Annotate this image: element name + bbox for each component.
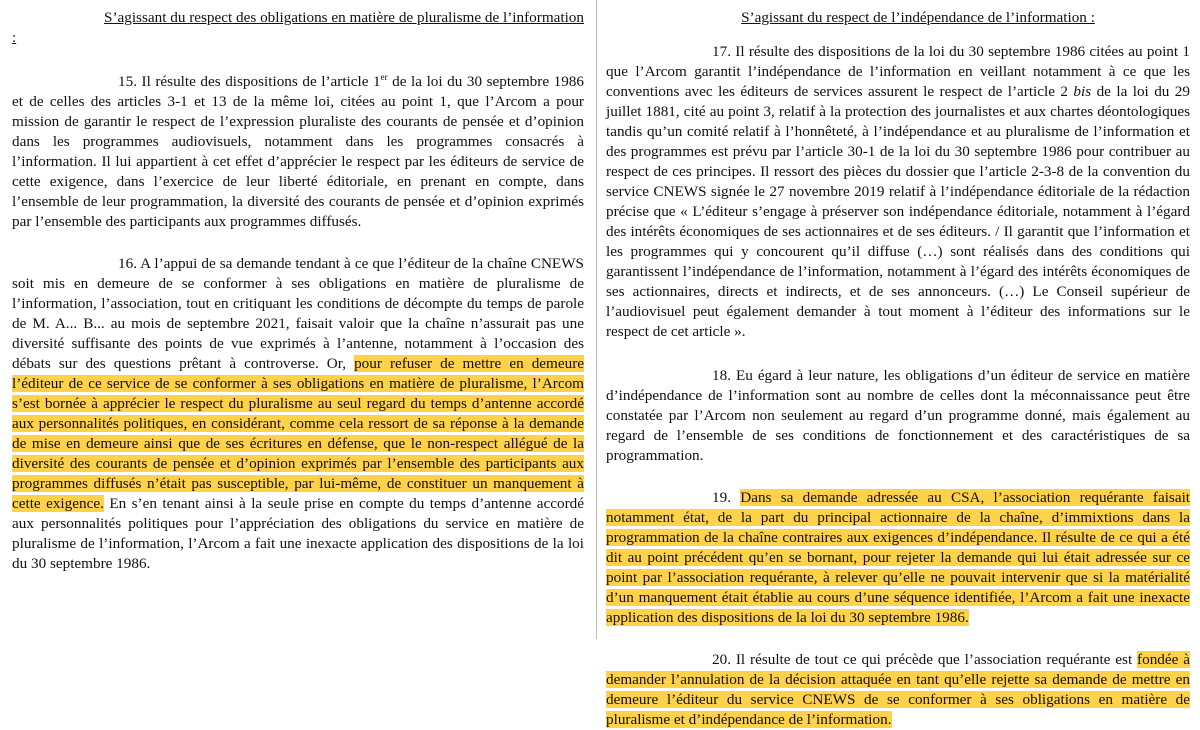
paragraph-15: 15. Il résulte des dispositions de l’article 1er de la loi du 30 septembre 1986 et de celles des articles 3-1 et 13 de la même loi, citées au point 1, que l’Arcom a pour mission de garantir le respect de l’expression pluraliste des courants de pensée et d’opinion dans les programmes audiovisuels, notamment dans les programmes consacrés à l’information. Il lui appartient à cet effet d’apprécier le respect par les éditeurs de service de cette exigence, dans l’exercice de leur liberté éditoriale, en prenant en compte, dans l’ensemble de leur programmation, la diversité des courants de pensée et d’opinion exprimés par l’ensemble des participants aux programmes diffusés. [12, 71, 584, 230]
left-column [12, 0, 584, 639]
paragraph-20: 20. Il résulte de tout ce qui précède que l’association requérante est fondée à demander l’annulation de la décision attaquée en tant qu’elle rejette sa demande de mettre en demeure l’éditeur du service CNEWS de se conformer à ses obligations en matière de pluralisme et d’indépendance de l’information. [606, 651, 1190, 728]
paragraph-17: 17. Il résulte des dispositions de la loi du 30 septembre 1986 citées au point 1 que l’Arcom garantit l’indépendance de l’information en veillant notamment à ce que les conventions avec les éditeurs de services assurent le respect de l’article 2 bis de la loi du 29 juillet 1881, cité au point 3, relatif à la protection des journalistes et aux chartes déontologiques tandis qu’un comité relatif à l’honnêteté, à l’indépendance et au pluralisme de l’information et des programmes est prévu par l’article 30-1 de la loi du 30 septembre 1986 pour contribuer au respect de ces principes. Il ressort des pièces du dossier que l’article 2-3-8 de la convention du service CNEWS signée le 27 novembre 2019 relatif à l’indépendance éditoriale de la rédaction précise que « L’éditeur s’engage à préserver son indépendance éditoriale, notamment à l’égard des intérêts économiques de ses actionnaires et de ses éditeurs. / Il garantit que l’information et les programmes qui y concourent qu’il diffuse (…) sont réalisés dans des conditions qui garantissent l’indépendance de l’information, notamment à l’égard des intérêts économiques de ses actionnaires, directs et indirects, et de ses annonceurs. (…) Le Conseil supérieur de l’audiovisuel peut également demander à tout moment à l’éditeur des informations sur le respect de cet article ». [606, 43, 1190, 340]
right-column [606, 0, 1191, 728]
section-heading-independence: S’agissant du respect de l’indépendance de l’information : [741, 9, 1095, 26]
paragraph-19: 19. Dans sa demande adressée au CSA, l’association requérante faisait notamment état, de la part du principal actionnaire de la chaîne, d’immixtions dans la programmation de la chaîne contraires aux exigences d’indépendance. Il résulte de ce qui a été dit au point précédent qu’en se bornant, pour rejeter la demande qui lui était adressée sur ce point par l’association requérante, à relever qu’elle ne pouvait intervenir que si la matérialité d’un manquement était établie au cours d’une séquence identifiée, l’Arcom a fait une inexacte application des dispositions de la loi du 30 septembre 1986. [606, 489, 1191, 626]
column-divider [596, 0, 597, 639]
highlighted-passage: pour refuser de mettre en demeure l’éditeur de ce service de se conformer à ses obligations en matière de pluralisme, l’Arcom s’est bornée à apprécier le respect du pluralisme au seul regard du temps d’antenne accordé aux personnalités politiques, en considérant, comme cela ressort de sa réponse à la demande de mise en demeure ainsi que de ses écritures en défense, que le non-respect allégué de la diversité des courants de pensée et d’opinion exprimés par l’ensemble des participants aux programmes diffusés n’était pas susceptible, par lui-même, de constituer un manquement à cette exigence. [12, 355, 584, 512]
paragraph-16: 16. A l’appui de sa demande tendant à ce que l’éditeur de la chaîne CNEWS soit mis en demeure de se conformer à ses obligations en matière de pluralisme de l’information, l’association, tout en critiquant les conditions de décompte du temps de parole de M. A... B... au mois de septembre 2021, faisait valoir que la chaîne n’assurait pas une diversité suffisante des points de vue exprimés à l’antenne, notamment à l’occasion des débats sur des questions prêtant à controverse. Or, pour refuser de mettre en demeure l’éditeur de ce service de se conformer à ses obligations en matière de pluralisme, l’Arcom s’est bornée à apprécier le respect du pluralisme au seul regard du temps d’antenne accordé aux personnalités politiques, en considérant, comme cela ressort de sa réponse à la demande de mise en demeure ainsi que de ses écritures en défense, que le non-respect allégué de la diversité des courants de pensée et d’opinion exprimés par l’ensemble des participants aux programmes diffusés n’était pas susceptible, par lui-même, de constituer un manquement à cette exigence. En s’en tenant ainsi à la seule prise en compte du temps d’antenne accordé aux personnalités politiques pour l’appréciation des obligations du service en matière de pluralisme de l’information, l’Arcom a fait une inexacte application des dispositions de la loi du 30 septembre 1986. [12, 255, 584, 572]
section-heading-pluralism: S’agissant du respect des obligations en matière de pluralisme de l’information : [12, 9, 584, 46]
paragraph-18: 18. Eu égard à leur nature, les obligations d’un éditeur de service en matière d’indépendance de l’information sont au nombre de celles dont la méconnaissance peut être constatée par l’Arcom non seulement au regard d’un programme donné, mais également au regard de l’ensemble de ses conditions de fonctionnement et des caractéristiques de sa programmation. [606, 367, 1190, 464]
highlighted-passage: Dans sa demande adressée au CSA, l’association requérante faisait notamment état, de la part du principal actionnaire de la chaîne, d’immixtions dans la programmation de la chaîne contraires aux exigences d’indépendance. Il résulte de ce qui a été dit au point précédent qu’en se bornant, pour rejeter la demande qui lui était adressée sur ce point par l’association requérante, à relever qu’elle ne pouvait intervenir que si la matérialité d’un manquement était établie au cours d’une séquence identifiée, l’Arcom a fait une inexacte application des dispositions de la loi du 30 septembre 1986. [606, 489, 1191, 626]
highlighted-passage: fondée à demander l’annulation de la décision attaquée en tant qu’elle rejette sa demande de mettre en demeure l’éditeur du service CNEWS de se conformer à ses obligations en matière de pluralisme et d’indépendance de l’information. [606, 651, 1190, 728]
